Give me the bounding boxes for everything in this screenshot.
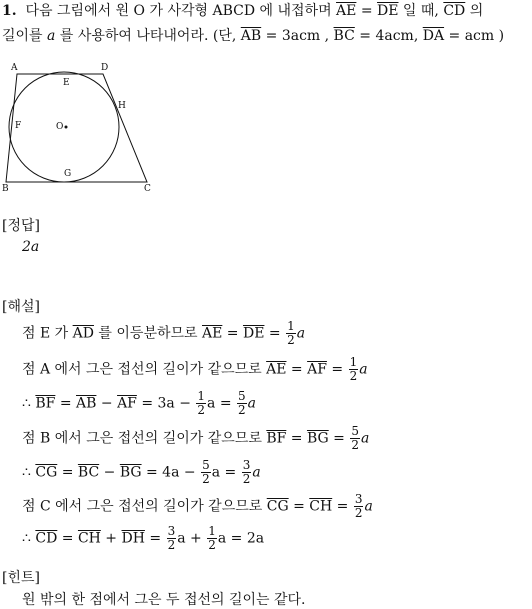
quadrilateral-abcd [6,74,147,182]
label-H: H [118,101,126,111]
answer-value: 2a [22,239,40,255]
hint-heading: [힌트] [2,570,40,586]
label-C: C [144,184,151,194]
problem-line-2: 길이를 a 를 사용하여 나타내어라. (단, $\overline{AB} = 3acm$ , $\overline{BC} = 4acm$, $\overline{DA}$ = acm ) [2,28,505,44]
problem-number: 1. [2,3,17,19]
explanation-line-2: 점 A 에서 그은 접선의 길이가 같으므로 $\overline{AE} = \overline{AF}$ = $\frac{1}{2}$ a [22,355,368,383]
fraction: $\frac{1}{2}$ [349,355,358,383]
inscribed-circle [9,72,119,182]
fraction: $\frac{1}{2}$ [287,319,295,347]
explanation-heading: [해설] [2,299,40,315]
label-B: B [2,184,9,194]
explanation-line-1: 점 E 가 $\overline{AD}$ 를 이등분하므로 $\overline{AE} = \overline{DE}$ = $\frac{1}{2}$ a [22,319,306,347]
fraction: $\frac{5}{2}$ [351,424,359,452]
explanation-line-6: 점 C 에서 그은 접선의 길이가 같으므로 $\overline{CG} = \overline{CH}$ = $\frac{3}{2}$ a [22,492,373,520]
center-point [65,126,68,129]
fraction: $\frac{1}{2}$ [197,389,206,417]
explanation-line-5: ∴ $\overline{CG} = \overline{BC} - \overline{BG} = 4a$ − $\frac{5}{2}$ a = $\frac{3}{2}$ a [22,458,261,486]
answer-heading: [정답] [2,218,40,234]
explanation-line-7: ∴ $\overline{CD} = \overline{CH} + \overline{DH}$ = $\frac{3}{2}$ a + $\frac{1}{2}$ a = 2a [22,524,265,552]
geometry-figure [0,58,160,194]
fraction: $\frac{5}{2}$ [238,389,246,417]
label-O: O [56,122,64,132]
explanation-line-4: 점 B 에서 그은 접선의 길이가 같으므로 $\overline{BF} = \overline{BG}$ = $\frac{5}{2}$ a [22,424,370,452]
label-D: D [101,63,109,73]
fraction: $\frac{5}{2}$ [202,458,210,486]
label-F: F [15,121,22,131]
label-G: G [64,169,72,179]
fraction: $\frac{3}{2}$ [167,524,176,552]
problem-line-1: 1. 다음 그림에서 원 O 가 사각형 ABCD 에 내접하며 $\overline{AE} = \overline{DE}$ 일 때, $\overline{CD}$ 의 [2,3,484,19]
hint-text: 원 밖의 한 점에서 그은 두 접선의 길이는 같다. [22,592,306,608]
fraction: $\frac{3}{2}$ [242,458,251,486]
fraction: $\frac{3}{2}$ [354,492,363,520]
explanation-line-3: ∴ $\overline{BF} = \overline{AB} - \overline{AF} = 3a$ − $\frac{1}{2}$ a = $\frac{5}{2}$ a [22,389,257,417]
label-E: E [63,78,70,88]
fraction: $\frac{1}{2}$ [208,524,216,552]
label-A: A [11,63,18,73]
